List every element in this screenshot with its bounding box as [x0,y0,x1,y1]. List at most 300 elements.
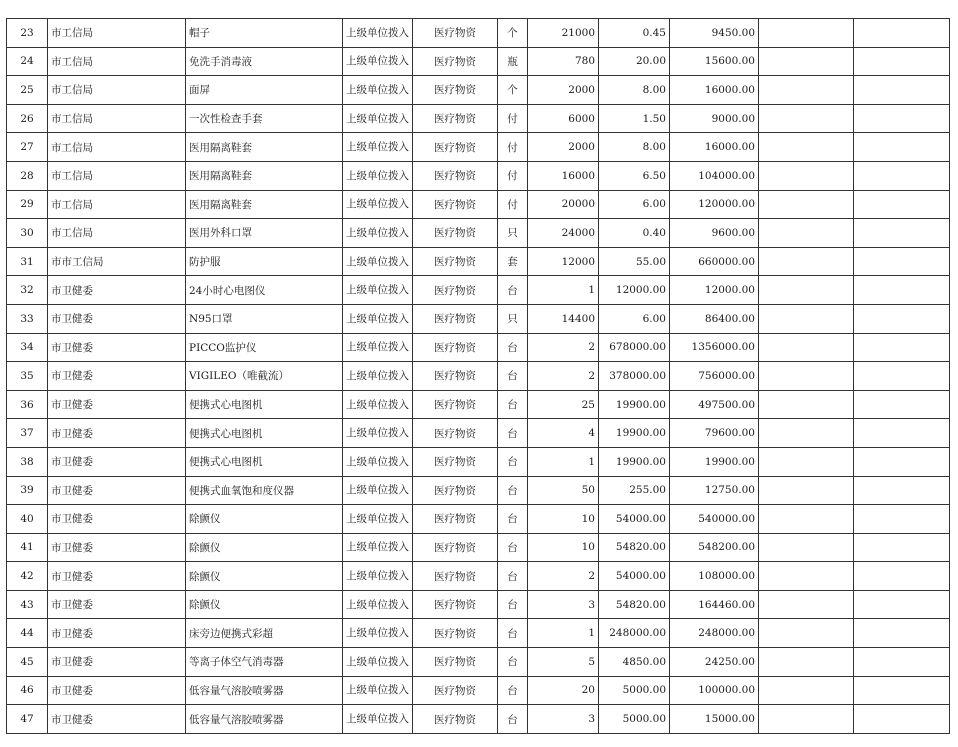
category-cell: 医疗物资 [413,447,498,476]
empty-cell [854,705,950,734]
unit-cell: 台 [498,447,528,476]
source-cell: 上级单位拨入 [343,76,413,105]
empty-cell [854,619,950,648]
empty-cell [759,133,854,162]
empty-cell [854,19,950,48]
department-cell: 市卫健委 [48,562,186,591]
amount-cell: 9000.00 [670,104,759,133]
unit-price-cell: 12000.00 [599,276,670,305]
empty-cell [759,190,854,219]
empty-cell [759,476,854,505]
item-name-cell: 24小时心电图仪 [186,276,343,305]
item-name-cell: 便携式心电图机 [186,419,343,448]
item-name-cell: 医用隔离鞋套 [186,161,343,190]
empty-cell [854,104,950,133]
unit-cell: 套 [498,247,528,276]
category-cell: 医疗物资 [413,533,498,562]
unit-cell: 台 [498,705,528,734]
empty-cell [854,333,950,362]
table-row [7,447,950,476]
table-row [7,533,950,562]
unit-price-cell: 678000.00 [599,333,670,362]
unit-price-cell: 54000.00 [599,505,670,534]
table-row [7,333,950,362]
table-row [7,590,950,619]
amount-cell: 660000.00 [670,247,759,276]
amount-cell: 497500.00 [670,390,759,419]
unit-price-cell: 8.00 [599,76,670,105]
unit-cell: 付 [498,190,528,219]
unit-price-cell: 6.00 [599,304,670,333]
quantity-cell: 10 [528,505,599,534]
unit-cell: 台 [498,676,528,705]
empty-cell [854,590,950,619]
unit-cell: 个 [498,76,528,105]
category-cell: 医疗物资 [413,104,498,133]
table-row [7,219,950,248]
quantity-cell: 780 [528,47,599,76]
empty-cell [854,447,950,476]
amount-cell: 15000.00 [670,705,759,734]
item-name-cell: 医用外科口罩 [186,219,343,248]
empty-cell [759,19,854,48]
category-cell: 医疗物资 [413,304,498,333]
unit-cell: 台 [498,419,528,448]
table-row [7,362,950,391]
unit-cell: 台 [498,476,528,505]
table-row [7,619,950,648]
table-row [7,47,950,76]
department-cell: 市工信局 [48,104,186,133]
quantity-cell: 12000 [528,247,599,276]
row-number-cell: 32 [7,276,48,305]
source-cell: 上级单位拨入 [343,619,413,648]
unit-price-cell: 1.50 [599,104,670,133]
empty-cell [854,476,950,505]
unit-cell: 台 [498,333,528,362]
category-cell: 医疗物资 [413,562,498,591]
department-cell: 市卫健委 [48,476,186,505]
empty-cell [854,362,950,391]
item-name-cell: 便携式心电图机 [186,447,343,476]
amount-cell: 104000.00 [670,161,759,190]
empty-cell [759,276,854,305]
department-cell: 市卫健委 [48,333,186,362]
item-name-cell: 面屏 [186,76,343,105]
quantity-cell: 50 [528,476,599,505]
row-number-cell: 36 [7,390,48,419]
source-cell: 上级单位拨入 [343,505,413,534]
unit-cell: 台 [498,390,528,419]
amount-cell: 108000.00 [670,562,759,591]
source-cell: 上级单位拨入 [343,47,413,76]
empty-cell [854,47,950,76]
table-row [7,705,950,734]
unit-cell: 台 [498,562,528,591]
row-number-cell: 25 [7,76,48,105]
unit-price-cell: 19900.00 [599,390,670,419]
amount-cell: 540000.00 [670,505,759,534]
unit-price-cell: 6.00 [599,190,670,219]
department-cell: 市工信局 [48,133,186,162]
quantity-cell: 5 [528,648,599,677]
item-name-cell: PICCO监护仪 [186,333,343,362]
table-row [7,104,950,133]
empty-cell [759,447,854,476]
unit-price-cell: 8.00 [599,133,670,162]
quantity-cell: 14400 [528,304,599,333]
unit-price-cell: 0.45 [599,19,670,48]
item-name-cell: 防护服 [186,247,343,276]
row-number-cell: 45 [7,648,48,677]
department-cell: 市卫健委 [48,390,186,419]
item-name-cell: 医用隔离鞋套 [186,190,343,219]
empty-cell [854,247,950,276]
quantity-cell: 6000 [528,104,599,133]
amount-cell: 9450.00 [670,19,759,48]
amount-cell: 248000.00 [670,619,759,648]
source-cell: 上级单位拨入 [343,648,413,677]
table-body [7,19,950,734]
row-number-cell: 31 [7,247,48,276]
empty-cell [854,419,950,448]
amount-cell: 16000.00 [670,133,759,162]
category-cell: 医疗物资 [413,419,498,448]
empty-cell [759,219,854,248]
unit-price-cell: 5000.00 [599,705,670,734]
amount-cell: 12000.00 [670,276,759,305]
item-name-cell: 床旁边便携式彩超 [186,619,343,648]
source-cell: 上级单位拨入 [343,219,413,248]
item-name-cell: 帽子 [186,19,343,48]
category-cell: 医疗物资 [413,47,498,76]
row-number-cell: 24 [7,47,48,76]
department-cell: 市卫健委 [48,362,186,391]
empty-cell [759,419,854,448]
source-cell: 上级单位拨入 [343,333,413,362]
category-cell: 医疗物资 [413,161,498,190]
empty-cell [759,533,854,562]
source-cell: 上级单位拨入 [343,590,413,619]
row-number-cell: 23 [7,19,48,48]
quantity-cell: 2000 [528,76,599,105]
category-cell: 医疗物资 [413,590,498,619]
item-name-cell: 除颤仪 [186,505,343,534]
amount-cell: 86400.00 [670,304,759,333]
table-row [7,562,950,591]
department-cell: 市市工信局 [48,247,186,276]
unit-cell: 付 [498,133,528,162]
source-cell: 上级单位拨入 [343,447,413,476]
department-cell: 市工信局 [48,161,186,190]
empty-cell [854,390,950,419]
table-row [7,419,950,448]
unit-price-cell: 0.40 [599,219,670,248]
amount-cell: 164460.00 [670,590,759,619]
unit-price-cell: 20.00 [599,47,670,76]
department-cell: 市工信局 [48,47,186,76]
unit-cell: 瓶 [498,47,528,76]
table-row [7,676,950,705]
quantity-cell: 10 [528,533,599,562]
category-cell: 医疗物资 [413,333,498,362]
quantity-cell: 2000 [528,133,599,162]
empty-cell [759,333,854,362]
category-cell: 医疗物资 [413,190,498,219]
quantity-cell: 3 [528,590,599,619]
item-name-cell: 低容量气溶胶喷雾器 [186,676,343,705]
amount-cell: 19900.00 [670,447,759,476]
empty-cell [759,47,854,76]
source-cell: 上级单位拨入 [343,276,413,305]
item-name-cell: 医用隔离鞋套 [186,133,343,162]
unit-cell: 台 [498,505,528,534]
amount-cell: 24250.00 [670,648,759,677]
item-name-cell: VIGILEO（唯截流） [186,362,343,391]
amount-cell: 15600.00 [670,47,759,76]
department-cell: 市工信局 [48,190,186,219]
row-number-cell: 28 [7,161,48,190]
category-cell: 医疗物资 [413,505,498,534]
unit-cell: 台 [498,533,528,562]
department-cell: 市卫健委 [48,705,186,734]
unit-price-cell: 19900.00 [599,447,670,476]
source-cell: 上级单位拨入 [343,19,413,48]
department-cell: 市工信局 [48,19,186,48]
unit-cell: 台 [498,648,528,677]
item-name-cell: 除颤仪 [186,533,343,562]
category-cell: 医疗物资 [413,276,498,305]
unit-price-cell: 55.00 [599,247,670,276]
quantity-cell: 25 [528,390,599,419]
source-cell: 上级单位拨入 [343,104,413,133]
source-cell: 上级单位拨入 [343,362,413,391]
unit-price-cell: 255.00 [599,476,670,505]
item-name-cell: 一次性检查手套 [186,104,343,133]
category-cell: 医疗物资 [413,362,498,391]
category-cell: 医疗物资 [413,705,498,734]
amount-cell: 12750.00 [670,476,759,505]
amount-cell: 1356000.00 [670,333,759,362]
row-number-cell: 30 [7,219,48,248]
item-name-cell: 便携式心电图机 [186,390,343,419]
unit-price-cell: 248000.00 [599,619,670,648]
empty-cell [854,161,950,190]
unit-price-cell: 54000.00 [599,562,670,591]
department-cell: 市卫健委 [48,304,186,333]
category-cell: 医疗物资 [413,219,498,248]
unit-price-cell: 19900.00 [599,419,670,448]
unit-price-cell: 378000.00 [599,362,670,391]
amount-cell: 79600.00 [670,419,759,448]
department-cell: 市卫健委 [48,648,186,677]
department-cell: 市卫健委 [48,276,186,305]
department-cell: 市卫健委 [48,533,186,562]
amount-cell: 100000.00 [670,676,759,705]
table-row [7,505,950,534]
department-cell: 市卫健委 [48,419,186,448]
item-name-cell: 便携式血氧饱和度仪器 [186,476,343,505]
table-row [7,390,950,419]
item-name-cell: 低容量气溶胶喷雾器 [186,705,343,734]
source-cell: 上级单位拨入 [343,419,413,448]
row-number-cell: 38 [7,447,48,476]
source-cell: 上级单位拨入 [343,161,413,190]
department-cell: 市卫健委 [48,447,186,476]
quantity-cell: 4 [528,419,599,448]
row-number-cell: 29 [7,190,48,219]
empty-cell [854,505,950,534]
quantity-cell: 1 [528,447,599,476]
unit-cell: 台 [498,362,528,391]
row-number-cell: 39 [7,476,48,505]
empty-cell [759,362,854,391]
row-number-cell: 44 [7,619,48,648]
empty-cell [759,390,854,419]
unit-cell: 只 [498,219,528,248]
empty-cell [854,76,950,105]
quantity-cell: 1 [528,276,599,305]
source-cell: 上级单位拨入 [343,190,413,219]
empty-cell [759,648,854,677]
table-row [7,161,950,190]
amount-cell: 756000.00 [670,362,759,391]
category-cell: 医疗物资 [413,19,498,48]
row-number-cell: 34 [7,333,48,362]
unit-price-cell: 54820.00 [599,533,670,562]
table-row [7,133,950,162]
unit-cell: 只 [498,304,528,333]
quantity-cell: 21000 [528,19,599,48]
amount-cell: 548200.00 [670,533,759,562]
empty-cell [854,676,950,705]
table-row [7,247,950,276]
table-row [7,476,950,505]
donation-table [6,18,950,734]
table-row [7,76,950,105]
source-cell: 上级单位拨入 [343,390,413,419]
amount-cell: 120000.00 [670,190,759,219]
unit-cell: 付 [498,104,528,133]
row-number-cell: 47 [7,705,48,734]
empty-cell [854,276,950,305]
empty-cell [854,562,950,591]
department-cell: 市工信局 [48,76,186,105]
unit-cell: 台 [498,619,528,648]
table-row [7,276,950,305]
source-cell: 上级单位拨入 [343,705,413,734]
department-cell: 市工信局 [48,219,186,248]
row-number-cell: 41 [7,533,48,562]
table-row [7,304,950,333]
quantity-cell: 2 [528,362,599,391]
amount-cell: 9600.00 [670,219,759,248]
row-number-cell: 37 [7,419,48,448]
empty-cell [854,219,950,248]
department-cell: 市卫健委 [48,505,186,534]
source-cell: 上级单位拨入 [343,133,413,162]
category-cell: 医疗物资 [413,390,498,419]
empty-cell [759,619,854,648]
category-cell: 医疗物资 [413,676,498,705]
empty-cell [854,304,950,333]
empty-cell [854,190,950,219]
item-name-cell: 等离子体空气消毒器 [186,648,343,677]
row-number-cell: 26 [7,104,48,133]
empty-cell [759,76,854,105]
row-number-cell: 43 [7,590,48,619]
department-cell: 市卫健委 [48,590,186,619]
empty-cell [759,161,854,190]
item-name-cell: N95口罩 [186,304,343,333]
quantity-cell: 16000 [528,161,599,190]
category-cell: 医疗物资 [413,648,498,677]
empty-cell [759,505,854,534]
table-row [7,19,950,48]
quantity-cell: 20 [528,676,599,705]
row-number-cell: 46 [7,676,48,705]
unit-cell: 台 [498,276,528,305]
item-name-cell: 免洗手消毒液 [186,47,343,76]
empty-cell [854,133,950,162]
source-cell: 上级单位拨入 [343,562,413,591]
department-cell: 市卫健委 [48,676,186,705]
item-name-cell: 除颤仪 [186,562,343,591]
empty-cell [854,648,950,677]
empty-cell [759,676,854,705]
quantity-cell: 1 [528,619,599,648]
empty-cell [854,533,950,562]
quantity-cell: 20000 [528,190,599,219]
empty-cell [759,562,854,591]
category-cell: 医疗物资 [413,619,498,648]
category-cell: 医疗物资 [413,476,498,505]
quantity-cell: 3 [528,705,599,734]
table-row [7,190,950,219]
source-cell: 上级单位拨入 [343,676,413,705]
unit-price-cell: 5000.00 [599,676,670,705]
source-cell: 上级单位拨入 [343,533,413,562]
quantity-cell: 2 [528,562,599,591]
row-number-cell: 33 [7,304,48,333]
amount-cell: 16000.00 [670,76,759,105]
unit-cell: 付 [498,161,528,190]
row-number-cell: 42 [7,562,48,591]
empty-cell [759,104,854,133]
quantity-cell: 24000 [528,219,599,248]
source-cell: 上级单位拨入 [343,304,413,333]
table-row [7,648,950,677]
quantity-cell: 2 [528,333,599,362]
item-name-cell: 除颤仪 [186,590,343,619]
unit-price-cell: 54820.00 [599,590,670,619]
source-cell: 上级单位拨入 [343,247,413,276]
empty-cell [759,304,854,333]
row-number-cell: 35 [7,362,48,391]
category-cell: 医疗物资 [413,133,498,162]
row-number-cell: 40 [7,505,48,534]
source-cell: 上级单位拨入 [343,476,413,505]
empty-cell [759,705,854,734]
unit-price-cell: 4850.00 [599,648,670,677]
unit-price-cell: 6.50 [599,161,670,190]
unit-cell: 台 [498,590,528,619]
row-number-cell: 27 [7,133,48,162]
category-cell: 医疗物资 [413,76,498,105]
empty-cell [759,247,854,276]
unit-cell: 个 [498,19,528,48]
department-cell: 市卫健委 [48,619,186,648]
